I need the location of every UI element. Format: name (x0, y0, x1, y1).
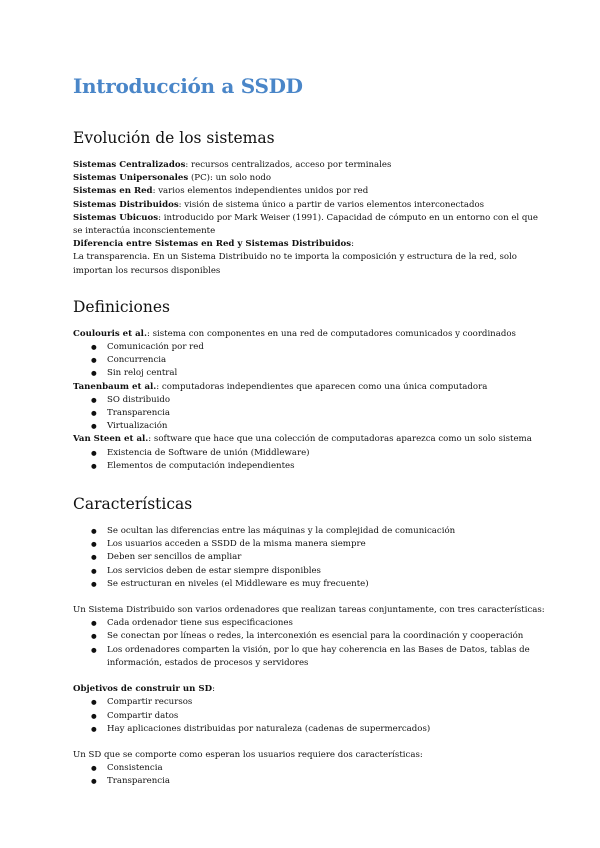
item-centralizados (73, 159, 540, 172)
section-heading-evolucion: Evolución de los sistemas (73, 129, 275, 147)
item-diferencia (73, 238, 540, 251)
bullet-list-van-steen (73, 447, 540, 473)
list-item: ● Elementos de computación independientes (107, 460, 540, 473)
desc: : visión de sistema único a partir de varios elementos interconectados (178, 199, 485, 210)
term: Sistemas Ubicuos (73, 212, 159, 223)
desc: : (351, 239, 354, 250)
desc: : varios elementos independientes unidos por red (152, 186, 369, 197)
desc: (PC): un solo nodo (188, 173, 272, 184)
section-heading-caracteristicas: Características (73, 495, 193, 514)
list-item: ● Virtualización (107, 420, 540, 433)
desc: : software que hace que una colección de computadoras aparezca como un solo sistema (148, 434, 532, 445)
list-item: ● Consistencia (107, 762, 540, 775)
bullet-list-tanenbaum (73, 394, 540, 434)
section-heading-definiciones: Definiciones (73, 297, 170, 316)
paragraph-sd-usuarios: Un SD que se comporte como esperan los usuarios requiere dos características: (73, 749, 423, 760)
term: Sistemas Distribuidos (73, 199, 179, 210)
item-ubicuos (73, 212, 540, 238)
list-item: ● Los servicios deben de estar siempre disponibles (107, 565, 540, 578)
list-item: ● Se ocultan las diferencias entre las máquinas y la complejidad de comunicación (107, 525, 540, 538)
list-item: ● Deben ser sencillos de ampliar (107, 551, 540, 564)
list-item: ● Compartir datos (107, 710, 540, 723)
list-item: ● Los usuarios acceden a SSDD de la misma manera siempre (107, 538, 540, 551)
term: Tanenbaum et al. (73, 381, 157, 392)
desc: : recursos centralizados, acceso por terminales (185, 160, 392, 170)
definition-van-steen (73, 433, 540, 446)
term: Diferencia entre Sistemas en Red y Sistemas Distribuidos (73, 239, 352, 250)
term: Sistemas Centralizados (73, 160, 186, 170)
list-item: ● Concurrencia (107, 354, 540, 367)
bullet-list-caracteristicas (73, 525, 540, 591)
list-item: ● Se estructuran en niveles (el Middleware es muy frecuente) (107, 578, 540, 591)
objetivos-label (73, 683, 540, 696)
bullet-list-consistencia (73, 762, 540, 788)
term: Van Steen et al. (73, 434, 149, 445)
definition-tanenbaum (73, 381, 540, 394)
bullet-list-tres-caracteristicas (73, 617, 540, 670)
desc: : introducido por Mark Weiser (1991). Capacidad de cómputo en un entorno con el que se interactúa inconscientemente (73, 212, 539, 237)
desc: : sistema con componentes en una red de computadores comunicados y coordinados (146, 328, 516, 339)
term: Coulouris et al. (73, 328, 147, 339)
paragraph-sistema-distribuido: Un Sistema Distribuido son varios ordenadores que realizan tareas conjuntamente, con tres características: (73, 605, 545, 616)
list-item: ● Existencia de Software de unión (Middleware) (107, 447, 540, 460)
item-unipersonales (73, 172, 540, 185)
list-item: ● Hay aplicaciones distribuidas por naturaleza (cadenas de supermercados) (107, 723, 540, 736)
list-item: ● Se conectan por líneas o redes, la interconexión es esencial para la coordinación y cooperación (107, 630, 540, 643)
list-item: ● Transparencia (107, 775, 540, 788)
bullet-list-objetivos (73, 696, 540, 736)
desc: : computadoras independientes que aparecen como una única computadora (156, 381, 488, 392)
term: Objetivos de construir un SD (73, 684, 213, 695)
definition-coulouris (73, 328, 540, 341)
list-item: ● Sin reloj central (107, 367, 540, 380)
item-distribuidos (73, 199, 540, 212)
list-item: ● Compartir recursos (107, 696, 540, 709)
paragraph-transparencia: La transparencia. En un Sistema Distribuido no te importa la composición y estructura de la red, solo importan los recursos disponibles (73, 252, 517, 276)
bullet-list-coulouris (73, 341, 540, 381)
list-item: ● Los ordenadores comparten la visión, por lo que hay coherencia en las Bases de Datos, tablas de información, estados de procesos y servidores (107, 644, 540, 670)
item-en-red (73, 185, 540, 198)
term: Sistemas en Red (73, 186, 153, 197)
list-item: ● Transparencia (107, 407, 540, 420)
term: Sistemas Unipersonales (73, 173, 189, 184)
page-title: Introducción a SSDD (73, 74, 303, 98)
colon: : (212, 684, 215, 695)
list-item: ● Cada ordenador tiene sus especificaciones (107, 617, 540, 630)
list-item: ● SO distribuido (107, 394, 540, 407)
list-item: ● Comunicación por red (107, 341, 540, 354)
